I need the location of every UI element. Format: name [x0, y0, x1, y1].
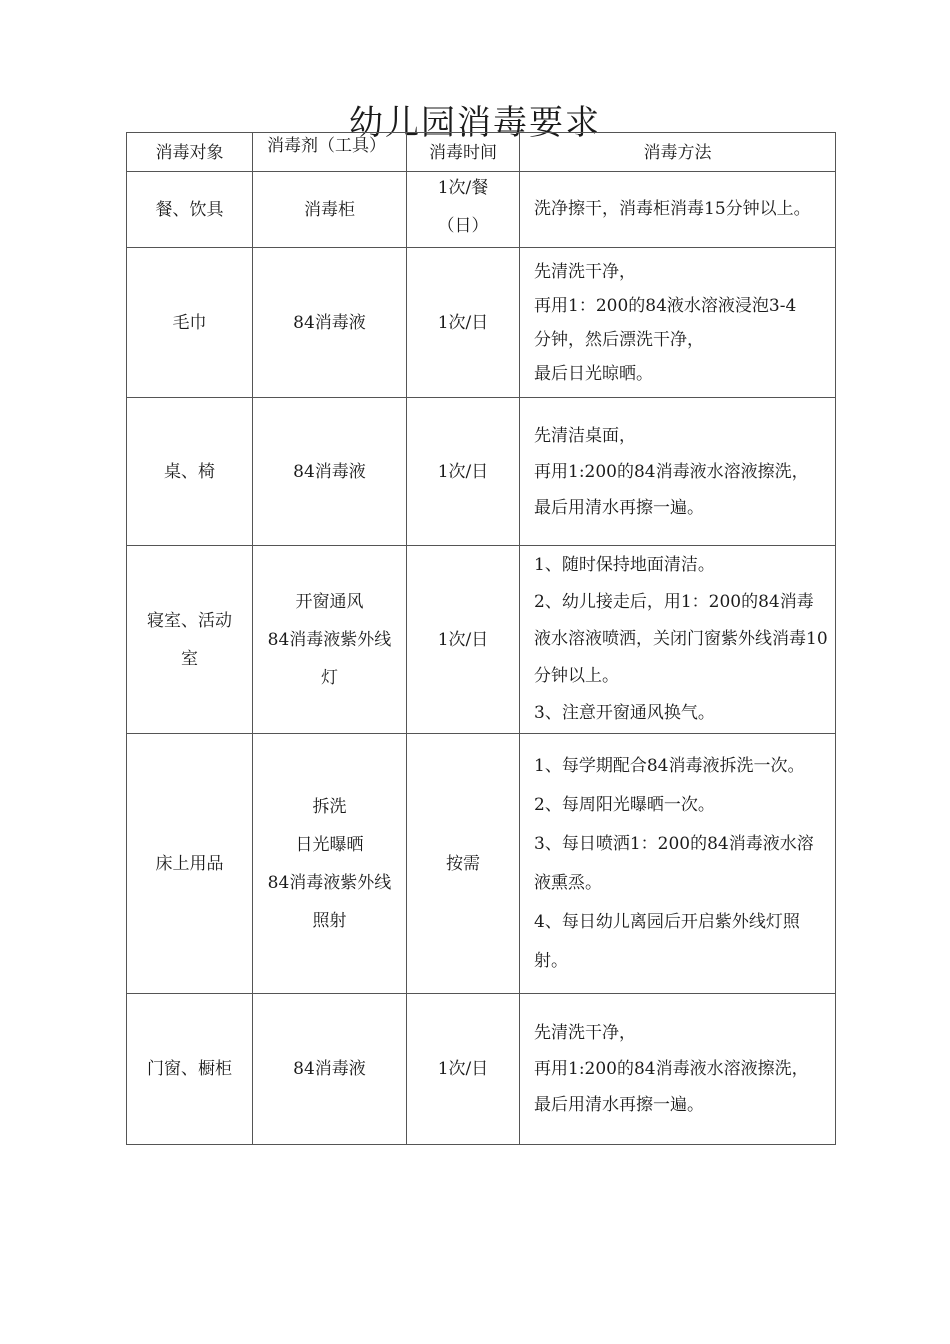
time-cell: 1次/日 — [407, 248, 520, 398]
agent-cell: 消毒柜 — [253, 172, 407, 248]
agent-cell: 84消毒液 — [253, 994, 407, 1145]
agent-cell: 84消毒液 — [253, 248, 407, 398]
method-cell: 1、随时保持地面清洁。 2、幼儿接走后，用1：200的84消毒液水溶液喷洒，关闭门窗紫外线消毒10分钟以上。 3、注意开窗通风换气。 — [520, 546, 836, 734]
disinfection-table — [126, 132, 836, 1145]
time-cell: 1次/日 — [407, 994, 520, 1145]
table-row — [127, 994, 836, 1145]
table-row — [127, 248, 836, 398]
page-title: 幼儿园消毒要求 — [349, 102, 601, 143]
object-cell: 门窗、橱柜 — [127, 994, 253, 1145]
object-cell: 毛巾 — [127, 248, 253, 398]
object-cell: 餐、饮具 — [127, 172, 253, 248]
method-cell: 先清洗干净， 再用1：200的84液水溶液浸泡3-4 分钟，然后漂洗干净， 最后日光晾晒。 — [520, 248, 836, 398]
method-cell: 洗净擦干，消毒柜消毒15分钟以上。 — [520, 172, 836, 248]
method-cell: 先清洁桌面， 再用1:200的84消毒液水溶液擦洗， 最后用清水再擦一遍。 — [520, 398, 836, 546]
object-cell: 桌、椅 — [127, 398, 253, 546]
table-row — [127, 172, 836, 248]
time-cell: 1次/餐 （日） — [407, 172, 520, 248]
agent-cell: 拆洗 日光曝晒 84消毒液紫外线 照射 — [253, 734, 407, 994]
method-cell: 先清洗干净， 再用1:200的84消毒液水溶液擦洗， 最后用清水再擦一遍。 — [520, 994, 836, 1145]
table-row — [127, 734, 836, 994]
table-header-row — [127, 133, 836, 172]
header-method: 消毒方法 — [520, 133, 836, 172]
method-cell: 1、每学期配合84消毒液拆洗一次。 2、每周阳光曝晒一次。 3、每日喷洒1：200的84消毒液水溶液熏烝。 4、每日幼儿离园后开启紫外线灯照射。 — [520, 734, 836, 994]
time-cell: 按需 — [407, 734, 520, 994]
time-cell: 1次/日 — [407, 546, 520, 734]
table-row — [127, 546, 836, 734]
header-time: 消毒时间 — [407, 133, 520, 172]
header-object: 消毒对象 — [127, 133, 253, 172]
header-agent: 消毒剂（工具） — [253, 133, 407, 172]
object-cell: 床上用品 — [127, 734, 253, 994]
table-row — [127, 398, 836, 546]
agent-cell: 84消毒液 — [253, 398, 407, 546]
time-cell: 1次/日 — [407, 398, 520, 546]
object-cell: 寝室、活动 室 — [127, 546, 253, 734]
agent-cell: 开窗通风 84消毒液紫外线 灯 — [253, 546, 407, 734]
